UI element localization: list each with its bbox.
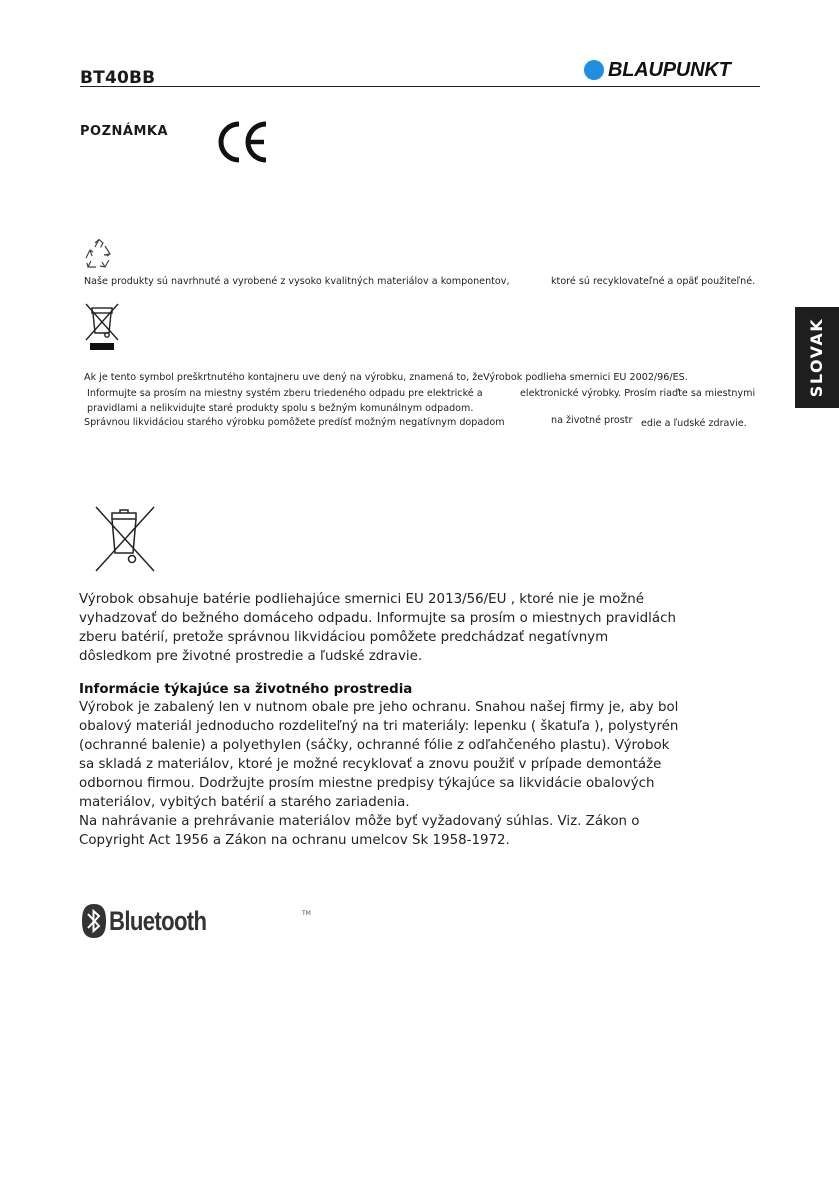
environment-line-2: obalový materiál jednoducho rozdeliteľný na tri materiály: lepenku ( škatuľa ), polystyrén (79, 719, 679, 734)
battery-line-3: zberu batérií, pretože správnou likvidáciou pomôžete predchádzať negatívnym (79, 630, 609, 645)
weee-line-2a: Informujte sa prosím na miestny systém zberu triedeného odpadu pre elektrické a (87, 388, 483, 399)
crossed-bin-battery-icon (92, 505, 158, 575)
ce-mark-icon (214, 118, 270, 166)
environment-line-4: sa skladá z materiálov, ktoré je možné recyklovať a znovu použiť v prípade demontáže (79, 757, 662, 772)
crossed-bin-icon (80, 299, 124, 355)
header-divider (80, 86, 760, 87)
environment-line-6: materiálov, vybitých batérií a starého zariadenia. (79, 795, 410, 810)
bluetooth-wordmark: Bluetooth (109, 905, 207, 936)
bluetooth-logo (82, 904, 311, 938)
weee-line-1: Ak je tento symbol preškrtnutého kontajneru uve dený na výrobku, znamená to, žeVýrobok podlieha smernici EU 2002/96/ES. (84, 372, 688, 383)
environment-line-7: Na nahrávanie a prehrávanie materiálov môže byť vyžadovaný súhlas. Viz. Zákon o (79, 814, 640, 829)
recycle-text-part2: ktoré sú recyklovateľné a opäť použiteľné. (551, 276, 756, 287)
weee-line-4a: Správnou likvidáciou starého výrobku pomôžete predísť možným negatívnym dopadom (84, 417, 505, 428)
environment-line-5: odbornou firmou. Dodržujte prosím miestne predpisy týkajúce sa likvidácie obalových (79, 776, 655, 791)
brand-logo (584, 58, 731, 82)
recycle-text-part1: Naše produkty sú navrhnuté a vyrobené z vysoko kvalitných materiálov a komponentov, (84, 276, 510, 287)
weee-line-2b: elektronické výrobky. Prosím riaďte sa miestnymi (520, 388, 756, 399)
environment-line-3: (ochranné balenie) a polyethylen (sáčky, ochranné fólie z odľahčeného plastu). Výrobok (79, 738, 670, 753)
weee-line-4c: edie a ľudské zdravie. (641, 418, 747, 429)
bluetooth-trademark: TM (302, 910, 311, 917)
weee-line-3: pravidlami a nelikvidujte staré produkty spolu s bežným komunálnym odpadom. (87, 403, 474, 414)
language-side-tab (795, 307, 839, 408)
battery-line-4: dôsledkom pre životné prostredie a ľudské zdravie. (79, 649, 423, 664)
recycle-icon (83, 238, 115, 270)
bluetooth-icon (82, 904, 106, 938)
model-number: BT40BB (80, 68, 156, 88)
battery-line-1: Výrobok obsahuje batérie podliehajúce smernici EU 2013/56/EU , ktoré nie je možné (79, 592, 645, 607)
brand-dot-icon (584, 60, 604, 80)
note-title: POZNÁMKA (80, 124, 169, 139)
battery-line-2: vyhadzovať do bežného domáceho odpadu. Informujte sa prosím o miestnych pravidlách (79, 611, 676, 626)
weee-line-4b: na životné prostr (551, 415, 633, 426)
environment-line-1: Výrobok je zabalený len v nutnom obale pre jeho ochranu. Snahou našej firmy je, aby bol (79, 700, 679, 715)
environment-heading: Informácie týkajúce sa životného prostredia (79, 682, 413, 697)
environment-line-8: Copyright Act 1956 a Zákon na ochranu umelcov Sk 1958-1972. (79, 833, 510, 848)
language-side-tab-label: SLOVAK (807, 317, 827, 398)
brand-name: BLAUPUNKT (608, 58, 731, 81)
